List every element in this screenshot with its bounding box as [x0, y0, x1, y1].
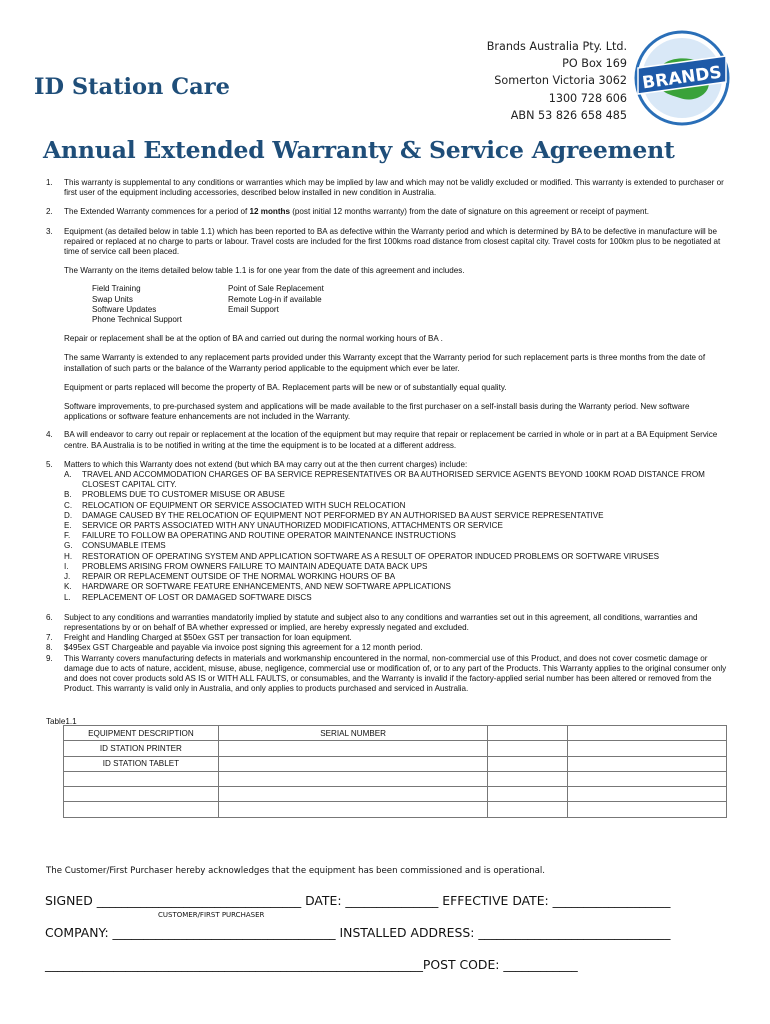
clause-emphasis: 12 months [249, 207, 290, 217]
exclusion-text: HARDWARE OR SOFTWARE FEATURE ENHANCEMENTS, AND NEW SOFTWARE APPLICATIONS [82, 582, 451, 592]
exclusion-letter: I. [64, 561, 69, 571]
company-address-block [487, 38, 627, 124]
exclusion-item [64, 501, 732, 511]
warranty-item: Email Support [228, 304, 279, 314]
clause-text: (post initial 12 months warranty) from the date of signature on this agreement or receipt of payment. [289, 207, 649, 217]
clause-number: 4. [46, 430, 53, 440]
table-cell[interactable] [568, 771, 727, 786]
exclusions-list [42, 470, 732, 603]
paragraph-replacement-parts: The same Warranty is extended to any replacement parts provided under this Warranty except that the Warranty period for such replacement parts is three months from the date of installation of such parts or the balance of the Warranty period applicable to the equipment which ever be later. [64, 353, 706, 373]
clause-8 [42, 643, 732, 653]
clause-number: 1. [46, 178, 53, 187]
acknowledgement-text: The Customer/First Purchaser hereby acknowledges that the equipment has been commissioned and is operational. [46, 866, 546, 876]
table-row [64, 771, 727, 786]
clause-text: $495ex GST Chargeable and payable via invoice post signing this agreement for a 12 month period. [64, 643, 423, 653]
exclusion-item [64, 531, 732, 541]
exclusion-letter: F. [64, 531, 71, 541]
table-cell[interactable] [218, 741, 488, 756]
table-cell[interactable] [64, 771, 219, 786]
table-cell[interactable] [568, 802, 727, 817]
clause-number: 9. [46, 653, 53, 663]
clause-number: 5. [46, 459, 53, 469]
clause-5 [42, 460, 732, 470]
exclusion-item [64, 490, 732, 500]
warranty-items-intro: The Warranty on the items detailed below table 1.1 is for one year from the date of this agreement and includes. [64, 266, 465, 276]
exclusion-text: CONSUMABLE ITEMS [82, 541, 166, 551]
table-cell[interactable] [488, 802, 568, 817]
exclusion-text: RELOCATION OF EQUIPMENT OR SERVICE ASSOCIATED WITH SUCH RELOCATION [82, 500, 406, 510]
brands-logo-icon [632, 28, 732, 128]
postcode-line[interactable]: _____________________________________________________________POST CODE: ____________ [45, 957, 578, 972]
exclusion-text: REPLACEMENT OF LOST OR DAMAGED SOFTWARE DISCS [82, 592, 312, 602]
table-header-row [64, 726, 727, 741]
warranty-item: Swap Units [92, 294, 133, 304]
exclusion-text: TRAVEL AND ACCOMMODATION CHARGES OF BA SERVICE REPRESENTATIVES OR BA AUTHORISED SERVICE AGENTS BEYOND 100KM ROAD DISTANCE FROM CLOSEST CAPITAL CITY. [82, 470, 705, 490]
company-address-line[interactable]: COMPANY: ____________________________________ INSTALLED ADDRESS: _______________________________ [45, 925, 671, 940]
exclusion-item [64, 593, 732, 603]
table-cell: ID STATION PRINTER [64, 741, 219, 756]
table-cell[interactable] [64, 802, 219, 817]
paragraph-repair: Repair or replacement shall be at the option of BA and carried out during the normal working hours of BA . [64, 334, 443, 344]
clause-text: The Extended Warranty commences for a period of [64, 207, 250, 217]
exclusion-letter: D. [64, 510, 73, 520]
clause-number: 3. [46, 226, 53, 236]
clause-number: 6. [46, 612, 53, 622]
clause-2 [42, 207, 732, 217]
exclusion-letter: E. [64, 521, 72, 531]
clause-number: 8. [46, 643, 53, 653]
table-cell[interactable] [218, 802, 488, 817]
clause-9 [42, 654, 732, 695]
warranty-item: Remote Log-in if available [228, 294, 322, 304]
table-cell[interactable] [568, 756, 727, 771]
exclusion-item [64, 562, 732, 572]
exclusion-item [64, 582, 732, 592]
warranty-item: Field Training [92, 284, 141, 294]
clause-text: Subject to any conditions and warranties mandatorily implied by statute and subject also to any conditions and warranties set out in this agreement, all conditions, warranties and representations by or on behalf of BA whether expressed or implied, are hereby expressly negated and excluded. [64, 612, 698, 632]
exclusion-text: SERVICE OR PARTS ASSOCIATED WITH ANY UNAUTHORIZED MODIFICATIONS, ATTACHMENTS OR SERVICE [82, 521, 503, 531]
table-cell[interactable] [218, 771, 488, 786]
exclusion-item [64, 511, 732, 521]
warranty-item: Software Updates [92, 304, 157, 314]
table-cell[interactable] [568, 787, 727, 802]
exclusion-letter: L. [64, 592, 71, 602]
clause-text: BA will endeavor to carry out repair or replacement at the location of the equipment but may require that repair or replacement be carried in whole or in part at a BA Equipment Service centre. BA Australia is to be notified in writing at the time the equipment is to be located at a different address. [64, 430, 718, 450]
table-row [64, 802, 727, 817]
exclusion-letter: J. [64, 572, 71, 582]
exclusion-text: REPAIR OR REPLACEMENT OUTSIDE OF THE NORMAL WORKING HOURS OF BA [82, 572, 396, 582]
table-cell[interactable] [488, 741, 568, 756]
table-cell[interactable] [488, 756, 568, 771]
signed-date-line[interactable]: SIGNED _________________________________ DATE: _______________ EFFECTIVE DATE: ___________________ [45, 893, 671, 908]
clause-text: Equipment (as detailed below in table 1.1) which has been reported to BA as defective within the Warranty period and which is determined by BA to be defective in manufacture will be repaired or replaced at no charge to parts or labour. Travel costs are included for the first 100kms road distance from closest capital city. Travel costs for 100km plus to be negotiated at time of service call been placed. [64, 226, 721, 257]
clause-text: Freight and Handling Charged at $50ex GST per transaction for loan equipment. [64, 633, 352, 643]
table-header-cell [568, 726, 727, 741]
suburb: Somerton Victoria 3062 [494, 74, 627, 88]
table-header-cell: EQUIPMENT DESCRIPTION [64, 726, 219, 741]
warranty-item [228, 315, 428, 325]
table-row [64, 787, 727, 802]
exclusion-item [64, 470, 732, 490]
clause-1 [42, 178, 732, 198]
clause-text: Matters to which this Warranty does not extend (but which BA may carry out at the then current charges) include: [64, 459, 468, 469]
paragraph-property: Equipment or parts replaced will become the property of BA. Replacement parts will be new or of substantially equal quality. [64, 382, 507, 392]
document-title: Annual Extended Warranty & Service Agreement [43, 136, 675, 164]
phone-number: 1300 728 606 [548, 91, 627, 105]
table-cell[interactable] [64, 787, 219, 802]
clause-number: 7. [46, 633, 53, 643]
exclusion-item [64, 541, 732, 551]
warranty-item: Phone Technical Support [92, 315, 182, 325]
exclusion-item [64, 521, 732, 531]
exclusion-letter: A. [64, 470, 72, 480]
equipment-table [63, 725, 727, 818]
table-row [64, 756, 727, 771]
table-header-cell [488, 726, 568, 741]
clause-3 [42, 227, 732, 258]
table-header-cell: SERIAL NUMBER [218, 726, 488, 741]
table-row [64, 741, 727, 756]
exclusion-letter: K. [64, 582, 72, 592]
table-cell[interactable] [488, 787, 568, 802]
brand-title: ID Station Care [34, 74, 230, 100]
clause-number: 2. [46, 207, 53, 217]
warranty-item: Point of Sale Replacement [228, 284, 324, 294]
exclusion-text: RESTORATION OF OPERATING SYSTEM AND APPLICATION SOFTWARE AS A RESULT OF OPERATOR INDUCED PROBLEMS OR SOFTWARE VIRUSES [82, 551, 659, 561]
exclusion-letter: G. [64, 541, 73, 551]
clause-text: This Warranty covers manufacturing defects in materials and workmanship encountered in the normal, non-commercial use of this Product, and does not cover cosmetic damage or damage due to acts of nature, accident, misuse, abuse, negligence, commercial use or modification of, or to any part of the Products. This Warranty applies to the original consumer only and does not cover products sold AS IS or WITH ALL FAULTS, or consumables, and the Warranty is invalid if the factory-applied serial number has been altered or removed from the Product. This warranty is valid only in Australia, and only applies to products purchased and serviced in Australia. [64, 653, 727, 694]
table-cell: ID STATION TABLET [64, 756, 219, 771]
exclusion-item [64, 552, 732, 562]
abn: ABN 53 826 658 485 [510, 108, 627, 122]
exclusion-text: PROBLEMS ARISING FROM OWNERS FAILURE TO MAINTAIN ADEQUATE DATA BACK UPS [82, 561, 428, 571]
exclusion-letter: C. [64, 500, 73, 510]
table-caption: Table1.1 [46, 717, 77, 726]
warranty-items-list [42, 284, 732, 325]
clause-4 [42, 430, 732, 450]
agreement-body [42, 178, 732, 694]
table-cell[interactable] [218, 787, 488, 802]
table-cell[interactable] [488, 771, 568, 786]
table-cell[interactable] [568, 741, 727, 756]
signed-caption: CUSTOMER/FIRST PURCHASER [158, 911, 265, 919]
paragraph-software: Software improvements, to pre-purchased system and applications will be made available to the first purchaser on a self-install basis during the Warranty period. New software applications or software feature enhancements are not included in the Warranty. [64, 402, 690, 422]
exclusion-letter: H. [64, 551, 73, 561]
table-cell[interactable] [218, 756, 488, 771]
po-box: PO Box 169 [562, 57, 627, 71]
clause-text: This warranty is supplemental to any conditions or warranties which may be implied by law and which may not be validly excluded or modified. This warranty is extended to purchaser or first user of the equipment including accessories, described below installed in new condition in Australia. [64, 178, 724, 198]
clause-7 [42, 633, 732, 643]
logo-text: BRANDS [641, 62, 723, 94]
exclusion-text: FAILURE TO FOLLOW BA OPERATING AND ROUTINE OPERATOR MAINTENANCE INSTRUCTIONS [82, 531, 456, 541]
exclusion-text: DAMAGE CAUSED BY THE RELOCATION OF EQUIPMENT NOT PERFORMED BY AN AUTHORISED BA AUST SERVICE REPRESENTATIVE [82, 510, 604, 520]
exclusion-letter: B. [64, 490, 72, 500]
exclusion-item [64, 572, 732, 582]
company-name: Brands Australia Pty. Ltd. [486, 40, 627, 53]
clause-6 [42, 613, 732, 633]
exclusion-text: PROBLEMS DUE TO CUSTOMER MISUSE OR ABUSE [82, 490, 285, 500]
